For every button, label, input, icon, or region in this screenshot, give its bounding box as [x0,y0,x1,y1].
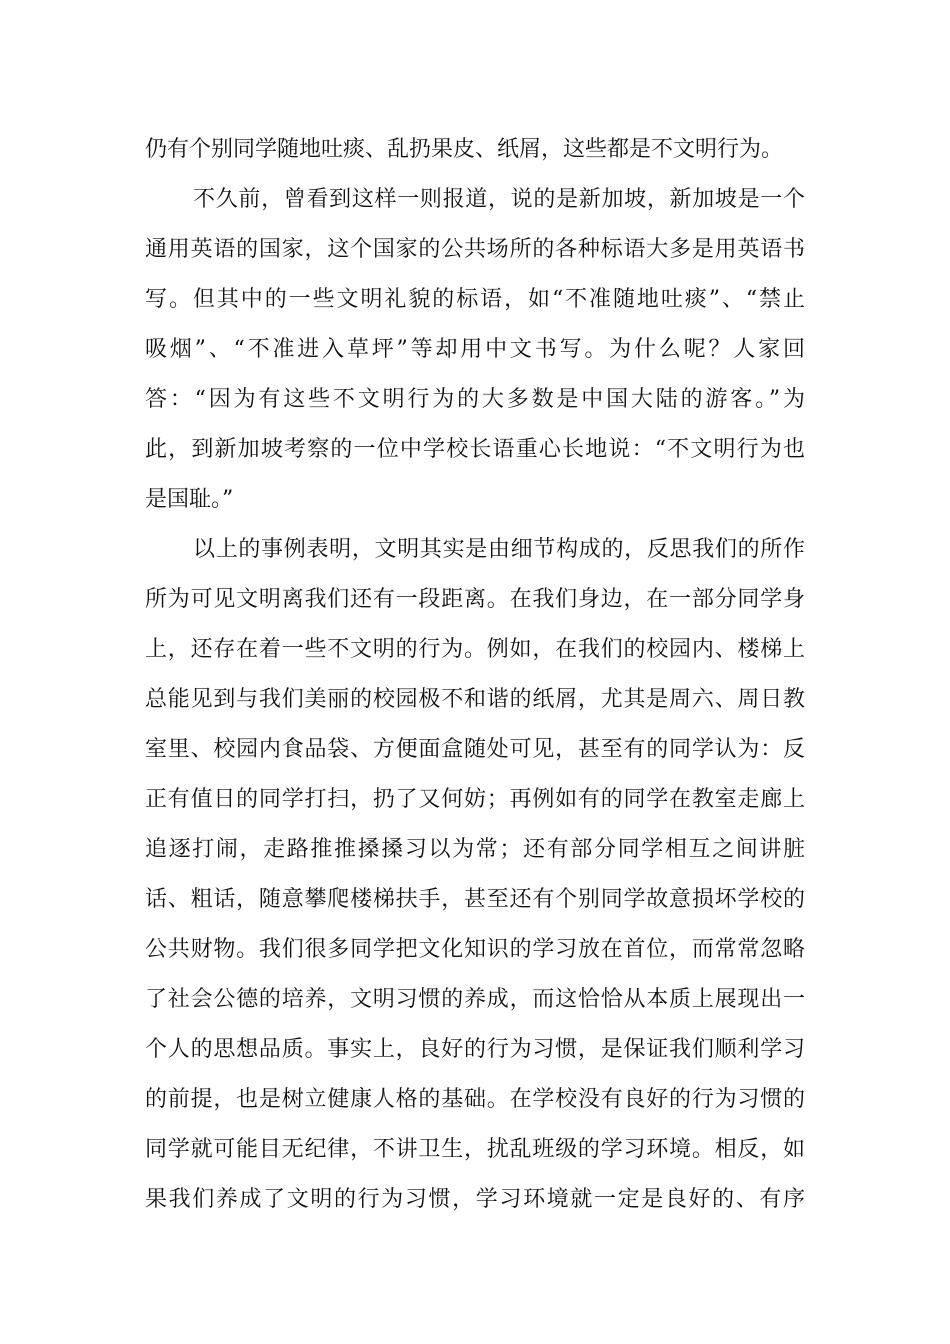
text-line: 总能见到与我们美丽的校园极不和谐的纸屑，尤其是周六、周日教 [145,687,805,712]
text-line: 是国耻。” [145,487,234,512]
text-line: 了社会公德的培养，文明习惯的养成，而这恰恰从本质上展现出一 [145,987,805,1012]
text-line: 室里、校园内食品袋、方便面盒随处可见，甚至有的同学认为：反 [145,737,805,762]
text-line: 写。但其中的一些文明礼貌的标语，如“不准随地吐痰”、“禁止 [145,287,805,312]
text-line: 公共财物。我们很多同学把文化知识的学习放在首位，而常常忽略 [145,937,805,962]
text-line: 同学就可能目无纪律，不讲卫生，扰乱班级的学习环境。相反，如 [145,1137,805,1162]
text-line: 追逐打闹，走路推推搡搡习以为常；还有部分同学相互之间讲脏 [145,837,805,862]
text-line: 上，还存在着一些不文明的行为。例如，在我们的校园内、楼梯上 [145,637,805,662]
text-line: 个人的思想品质。事实上，良好的行为习惯，是保证我们顺利学习 [145,1037,805,1062]
text-line: 答：“因为有这些不文明行为的大多数是中国大陆的游客。”为 [145,387,805,412]
text-line: 此，到新加坡考察的一位中学校长语重心长地说：“不文明行为也 [145,437,805,462]
text-line: 仍有个别同学随地吐痰、乱扔果皮、纸屑，这些都是不文明行为。 [145,137,784,162]
text-line: 吸烟”、“不准进入草坪”等却用中文书写。为什么呢？人家回 [145,337,805,362]
text-line: 通用英语的国家，这个国家的公共场所的各种标语大多是用英语书 [145,237,805,262]
text-line: 所为可见文明离我们还有一段距离。在我们身边，在一部分同学身 [145,587,805,612]
text-line: 的前提，也是树立健康人格的基础。在学校没有良好的行为习惯的 [145,1087,805,1112]
text-line: 果我们养成了文明的行为习惯，学习环境就一定是良好的、有序 [145,1187,805,1212]
paragraph-first-line: 不久前，曾看到这样一则报道，说的是新加坡，新加坡是一个 [193,187,805,212]
text-line: 话、粗话，随意攀爬楼梯扶手，甚至还有个别同学故意损坏学校的 [145,887,805,912]
paragraph-first-line: 以上的事例表明，文明其实是由细节构成的，反思我们的所作 [193,537,805,562]
text-line: 正有值日的同学打扫，扔了又何妨；再例如有的同学在教室走廊上 [145,787,805,812]
